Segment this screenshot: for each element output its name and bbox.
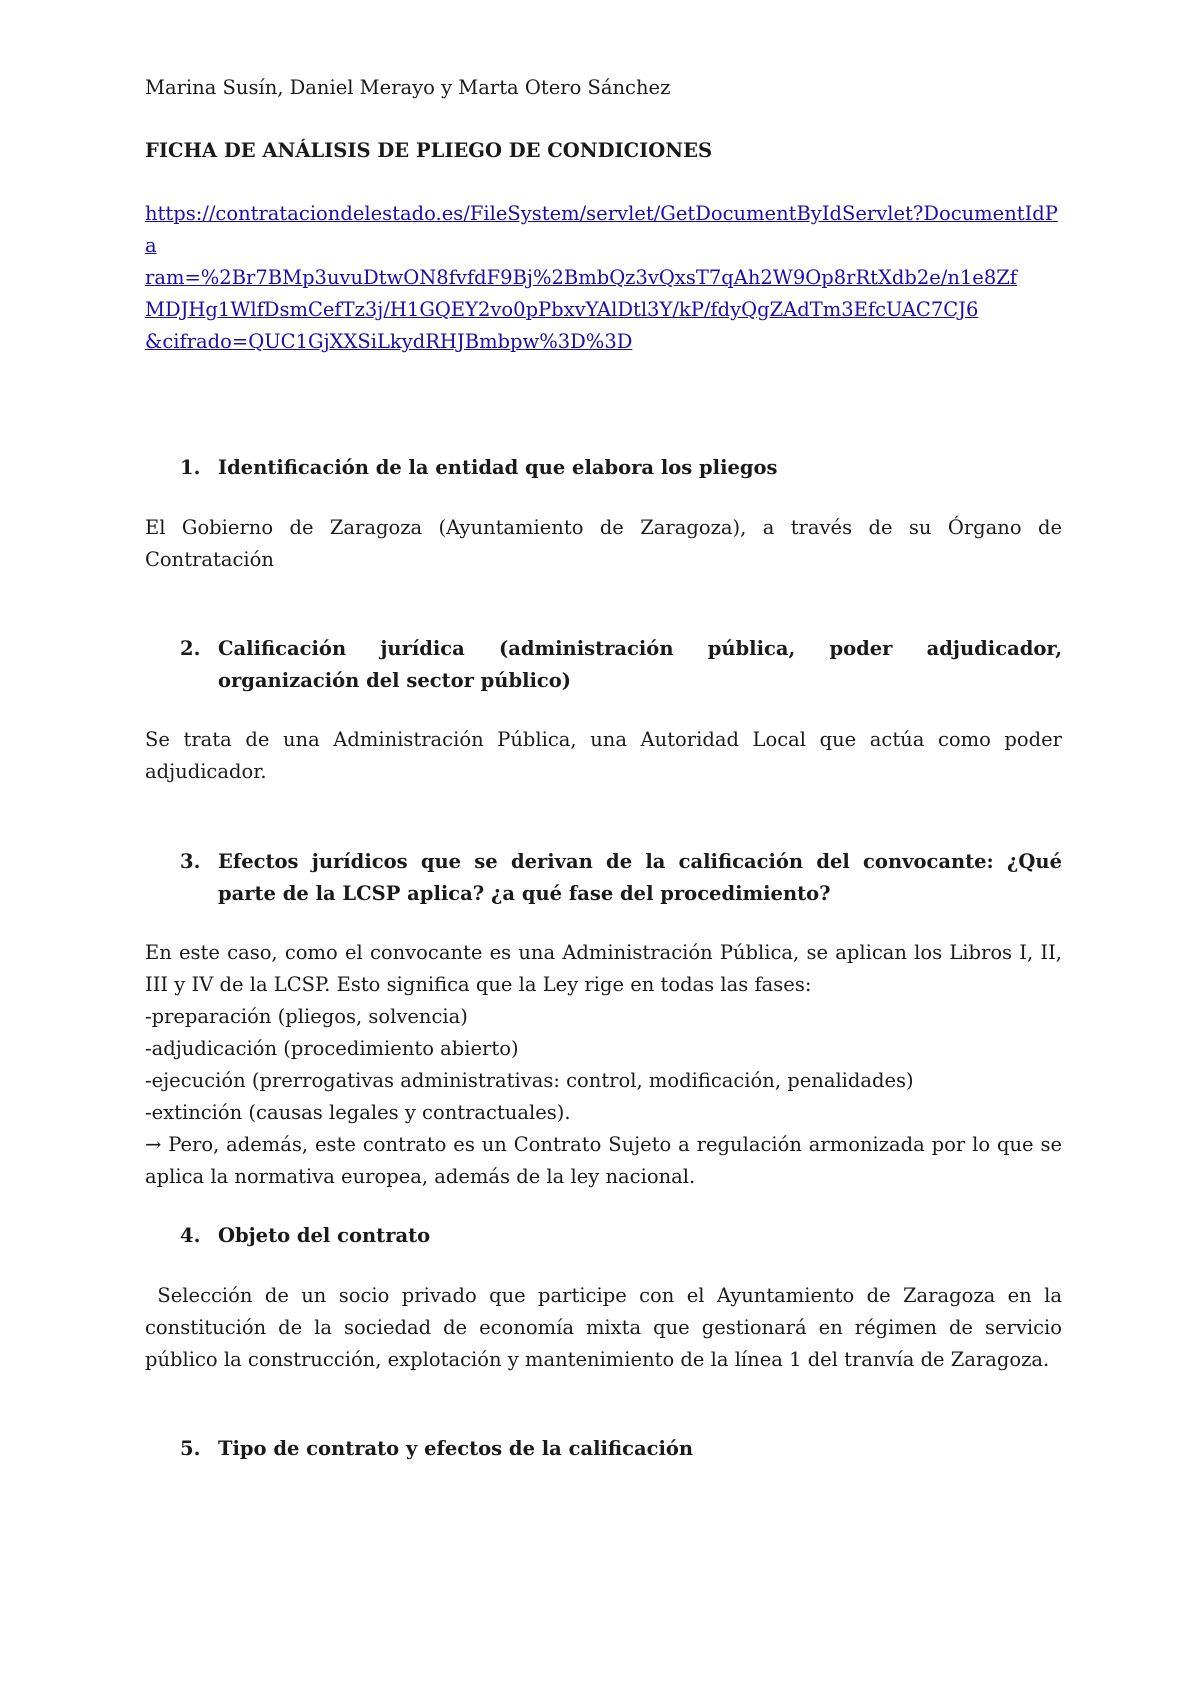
contract-document-link[interactable] (145, 198, 1062, 358)
section-4-body: Selección de un socio privado que participe con el Ayuntamiento de Zaragoza en la constitución de la sociedad de economía mixta que gestionará en régimen de servicio público la construcción, explotación y mantenimiento de la línea 1 del tranvía de Zaragoza. (145, 1284, 1069, 1371)
section-3-item: -adjudicación (procedimiento abierto) (145, 1037, 519, 1060)
section-title: Calificación jurídica (administración pública, poder adjudicador, organización del sector público) (218, 637, 1062, 692)
section-1-heading (145, 452, 1062, 484)
section-number: 2. (180, 637, 201, 660)
section-3-item: -ejecución (prerrogativas administrativas: control, modificación, penalidades) (145, 1069, 914, 1092)
section-1-body: El Gobierno de Zaragoza (Ayuntamiento de Zaragoza), a través de su Órgano de Contratación (145, 516, 1062, 571)
link-line-1[interactable]: https://contrataciondelestado.es/FileSystem/servlet/GetDocumentByIdServlet?DocumentIdPa (145, 202, 1058, 257)
link-line-3[interactable]: MDJHg1WlfDsmCefTz3j/H1GQEY2vo0pPbxvYAlDtl3Y/kP/fdyQgZAdTm3EfcUAC7CJ6 (145, 298, 979, 321)
link-line-4[interactable]: &cifrado=QUC1GjXXSiLkydRHJBmbpw%3D%3D (145, 330, 633, 353)
section-3-heading (145, 846, 1062, 910)
section-2-heading (145, 633, 1062, 697)
section-3-intro: En este caso, como el convocante es una Administración Pública, se aplican los Libros I, II, III y IV de la LCSP. Esto significa que la Ley rige en todas las fases: (145, 941, 1062, 996)
section-number: 4. (180, 1224, 201, 1247)
document-title: FICHA DE ANÁLISIS DE PLIEGO DE CONDICIONES (145, 139, 713, 162)
section-title: Identificación de la entidad que elabora los pliegos (218, 456, 778, 479)
document-page (145, 72, 1069, 1465)
section-number: 1. (180, 456, 201, 479)
section-5-heading (145, 1433, 1062, 1465)
section-3-item: -extinción (causas legales y contractuales). (145, 1101, 571, 1124)
section-number: 5. (180, 1437, 201, 1460)
section-title: Objeto del contrato (218, 1224, 431, 1247)
link-line-2[interactable]: ram=%2Br7BMp3uvuDtwON8fvfdF9Bj%2BmbQz3vQxsT7qAh2W9Op8rRtXdb2e/n1e8Zf (145, 266, 1018, 289)
section-3-item: -preparación (pliegos, solvencia) (145, 1005, 468, 1028)
section-3-note: → Pero, además, este contrato es un Contrato Sujeto a regulación armonizada por lo que se aplica la normativa europea, además de la ley nacional. (145, 1133, 1062, 1188)
section-title: Efectos jurídicos que se derivan de la calificación del convocante: ¿Qué parte de la LCSP aplica? ¿a qué fase del procedimiento? (218, 850, 1062, 905)
section-number: 3. (180, 850, 201, 873)
section-2-body: Se trata de una Administración Pública, una Autoridad Local que actúa como poder adjudicador. (145, 728, 1062, 783)
authors-line: Marina Susín, Daniel Merayo y Marta Otero Sánchez (145, 76, 671, 99)
section-4-heading (145, 1220, 1062, 1252)
section-title: Tipo de contrato y efectos de la calificación (218, 1437, 694, 1460)
